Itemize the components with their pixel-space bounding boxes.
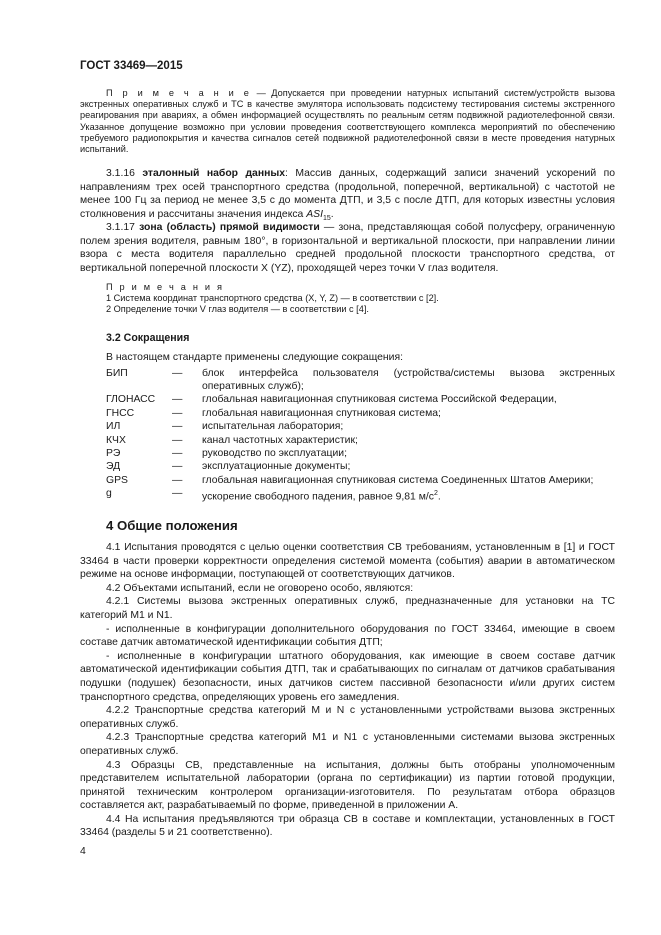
abbreviation-row [106, 420, 615, 433]
paragraph: 4.2.2 Транспортные средства категорий М и N с установленными устройствами вызова экстренных оперативных служб. [80, 705, 615, 730]
dash: — [172, 474, 183, 486]
index-subscript: 15 [322, 214, 331, 222]
term-definition-3-1-16 [80, 167, 615, 225]
abbreviation-row [106, 474, 615, 487]
note-text: — Допускается при проведении натурных испытаний систем/устройств вызова экстренных оперативных служб и ТС в качестве эмулятора использовать подсистему тестирования системы экстренного реагирования при авариях, а обмен информацией осуществлять по реальным сетям подвижной радиотелефонной связи. Указанное допущение возможно при условии проведения соответствующего комплекса мероприятий по обеспечению требуемого радиопокрытия и качества сигналов сетей подвижной радиотелефонной связи в месте проведения натурных испытаний. [80, 88, 616, 155]
abbreviation-definition: испытательная лаборатория; [202, 421, 344, 433]
dash: — [172, 421, 183, 433]
dash: — [172, 434, 183, 446]
section-intro: В настоящем стандарте применены следующие сокращения: [106, 352, 403, 363]
notes-block [80, 282, 615, 316]
section-heading: 3.2 Сокращения [106, 332, 190, 344]
abbreviation-row [106, 407, 615, 420]
paragraph: 4.2 Объектами испытаний, если не оговорено особо, являются: [106, 582, 414, 594]
paragraph: 4.2.3 Транспортные средства категорий М1 и N1 с установленными системами вызова экстренных оперативных служб. [80, 732, 615, 757]
note-block [80, 88, 615, 155]
term-definition-3-1-17 [80, 221, 615, 275]
index-symbol: ASI [306, 208, 323, 220]
abbreviation-row [106, 367, 615, 394]
abbreviation: ГНСС [106, 407, 135, 419]
clause-number: 3.1.16 [106, 168, 143, 179]
dash: — [172, 461, 183, 473]
paragraph: - исполненные в конфигурации дополнительного оборудования по ГОСТ 33464, имеющие в своем составе датчик автоматической идентификации события ДТП; [80, 623, 615, 649]
abbreviation-definition: блок интерфейса пользователя (устройства/системы вызова экстренных оперативных служб); [202, 367, 615, 392]
dash: — [172, 407, 183, 419]
abbreviation: g [106, 488, 112, 500]
section-heading: 4 Общие положения [106, 518, 238, 533]
section-body [80, 541, 615, 840]
term-text: : Массив данных, содержащий записи значений ускорений по направлениям трех осей транспортного средства (продольной, поперечной, вертикальной) с частотой не менее 100 Гц за период не менее 3,5 с до момента ДТП, и 3,5 с после ДТП, для которых известны условия столкновения и рассчитаны значения индекса [80, 168, 615, 220]
note-label: П р и м е ч а н и е [106, 88, 252, 98]
dash: — [172, 367, 183, 379]
abbreviation: ЭД [106, 461, 121, 473]
document-header: ГОСТ 33469—2015 [80, 60, 183, 72]
note-item: 2 Определение точки V глаз водителя — в соответствии с [4]. [106, 304, 369, 315]
abbreviation: БИП [106, 367, 128, 379]
abbreviation-row [106, 460, 615, 473]
paragraph: 4.1 Испытания проводятся с целью оценки соответствия СВ требованиям, установленным в [1] и ГОСТ 33464 в части проверки корректности определения системой момента (события) аварии в автоматическом режиме на основе информации, поступающей от соответствующих датчиков. [80, 542, 615, 581]
notes-label: П р и м е ч а н и я [106, 282, 225, 292]
section-3-2 [80, 332, 615, 504]
term-name: зона (область) прямой видимости [139, 222, 320, 233]
dash: — [172, 394, 183, 406]
abbreviation: ГЛОНАСС [106, 394, 156, 406]
note-item: 1 Система координат транспортного средства (X, Y, Z) — в соответствии с [2]. [106, 293, 439, 304]
abbreviation-definition: канал частотных характеристик; [202, 434, 358, 446]
sentence-end: . [330, 208, 334, 220]
paragraph: 4.3 Образцы СВ, представленные на испытания, должны быть отобраны уполномоченным представителем испытательной лаборатории (органа по сертификации) из партии готовой продукции, принятой техническим контролером организации-изготовителя. По результатам отбора образцов составляется акт, разрабатываемый по форме, приведенной в приложении А. [80, 759, 615, 812]
abbreviation: КЧХ [106, 434, 126, 446]
abbreviation-definition [202, 487, 615, 504]
abbreviation-row [106, 487, 615, 504]
abbreviation: ИЛ [106, 421, 121, 433]
clause-number: 3.1.17 [106, 222, 140, 233]
abbreviation-definition: глобальная навигационная спутниковая система Российской Федерации, [202, 394, 557, 406]
abbreviation-definition: руководство по эксплуатации; [202, 448, 347, 460]
definition-text: ускорение свободного падения, равное 9,81 м/с [202, 491, 434, 503]
abbreviation: РЭ [106, 448, 121, 460]
sentence-end: . [437, 491, 441, 503]
dash: — [172, 488, 183, 500]
paragraph: 4.2.1 Системы вызова экстренных оперативных служб, предназначенные для установки на ТС категорий М1 и N1. [80, 596, 615, 621]
abbreviation-definition: эксплуатационные документы; [202, 461, 351, 473]
paragraph: 4.4 На испытания предъявляются три образца СВ в составе и комплектации, установленных в ГОСТ 33464 (разделы 5 и 21 соответственно). [80, 813, 615, 839]
paragraph: - исполненные в конфигурации штатного оборудования, как имеющие в своем составе датчик автоматической идентификации события ДТП, так и срабатывающих по сигналам от датчиков срабатывания подушки (подушек) безопасности, иных датчиков систем пассивной безопасности и/или других систем транспортного средства, определяющих уровень его замедления. [80, 650, 615, 703]
abbreviation-row [106, 393, 615, 406]
dash: — [172, 448, 183, 460]
abbreviation-row [106, 434, 615, 447]
abbreviation: GPS [106, 474, 128, 486]
abbreviation-definition: глобальная навигационная спутниковая система; [202, 407, 441, 419]
abbreviation-definition: глобальная навигационная спутниковая система Соединенных Штатов Америки; [202, 474, 594, 486]
page-number: 4 [80, 846, 86, 857]
term-text: — зона, представляющая собой полусферу, ограниченную полем зрения водителя, равным 180°, в горизонтальной и вертикальной плоскости, при направлении линии взора с места водителя параллельно средней продольной плоскости транспортного средства, от вертикальной поперечной плоскости X (YZ), проходящей через точки V глаз водителя. [80, 222, 616, 274]
abbreviation-list [106, 367, 615, 505]
term-name: эталонный набор данных [142, 168, 286, 179]
section-4 [80, 518, 615, 840]
abbreviation-row [106, 447, 615, 460]
unit-exponent: 2 [433, 490, 438, 498]
